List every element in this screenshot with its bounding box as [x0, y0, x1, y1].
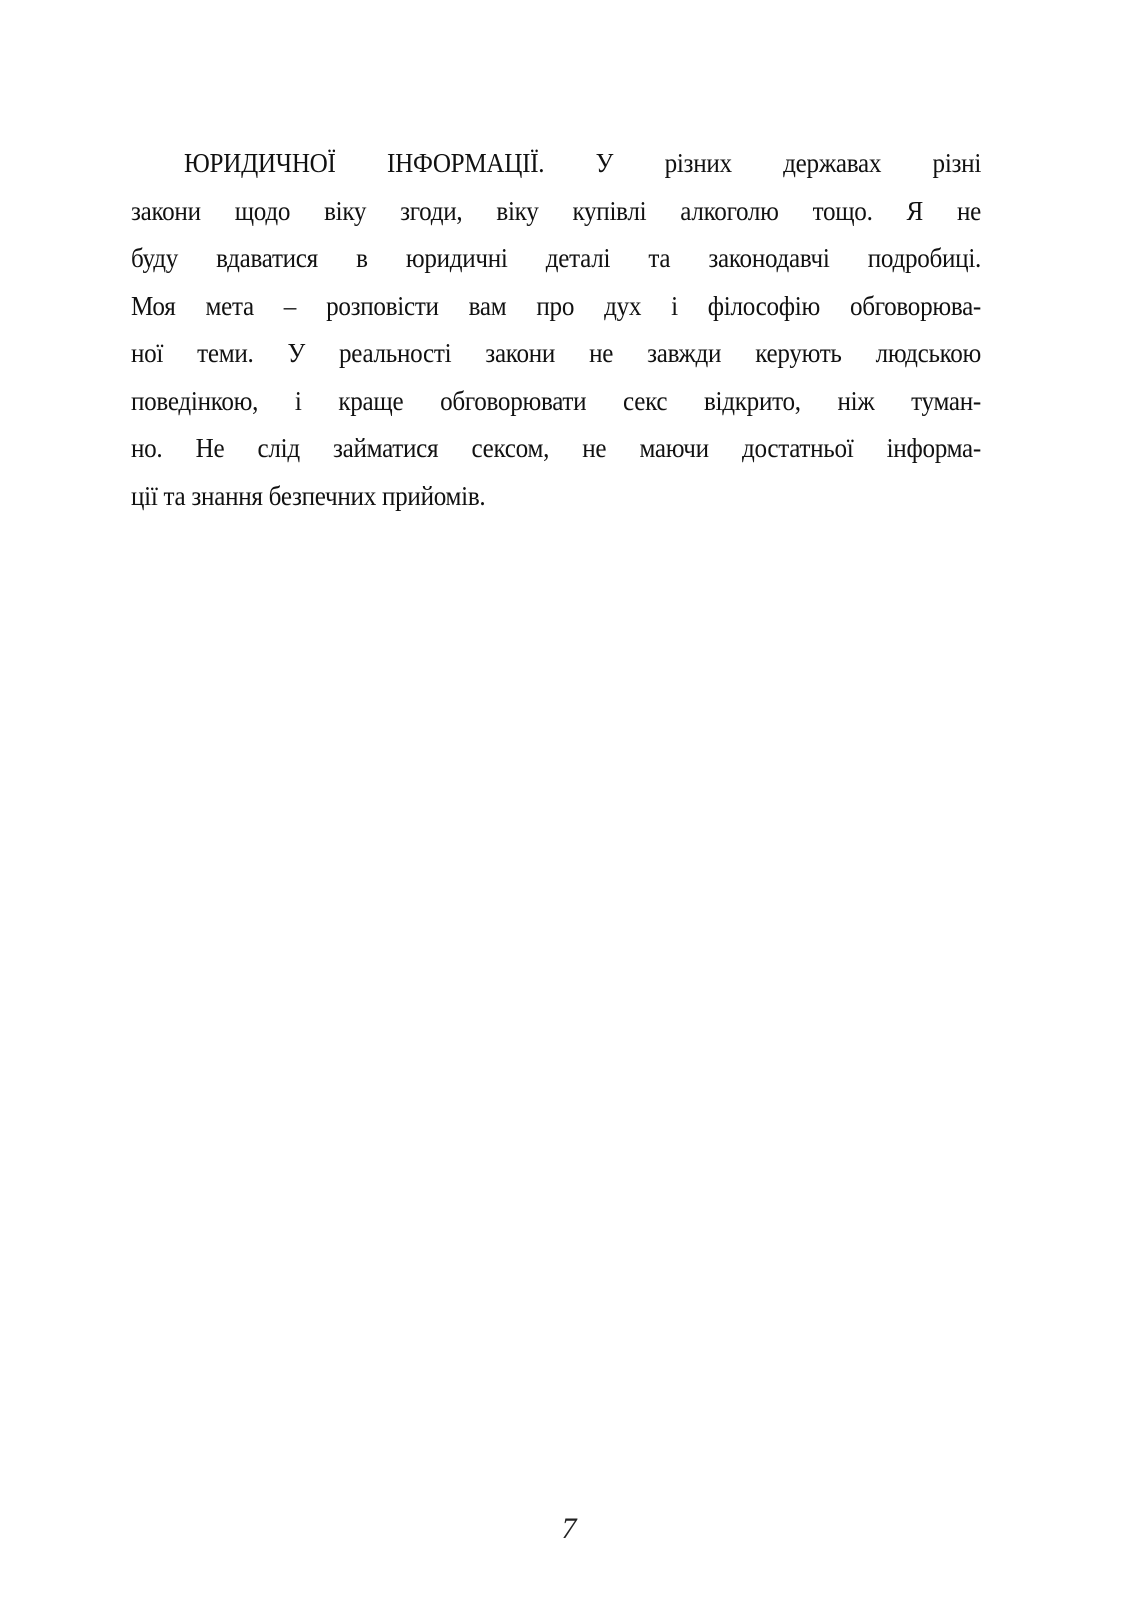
- paragraph-line: закони щодо віку згоди, віку купівлі алкоголю тощо. Я не: [131, 195, 982, 226]
- paragraph-line: ції та знання безпечних прийомів.: [131, 480, 486, 511]
- paragraph-line: ної теми. У реальності закони не завжди керують людською: [131, 338, 982, 368]
- paragraph-line: ЮРИДИЧНОЇ ІНФОРМАЦІЇ. У різних державах різні: [184, 148, 982, 178]
- paragraph-line: поведінкою, і краще обговорювати секс відкрито, ніж туман-: [131, 385, 982, 416]
- paragraph-line: но. Не слід займатися сексом, не маючи достатньої інформа-: [131, 433, 982, 463]
- paragraph-line: Моя мета – розповісти вам про дух і філософію обговорюва-: [131, 290, 982, 321]
- page-number: 7: [561, 1512, 577, 1545]
- paragraph-line: буду вдаватися в юридичні деталі та законодавчі подробиці.: [131, 243, 982, 273]
- body-paragraph: [131, 140, 981, 520]
